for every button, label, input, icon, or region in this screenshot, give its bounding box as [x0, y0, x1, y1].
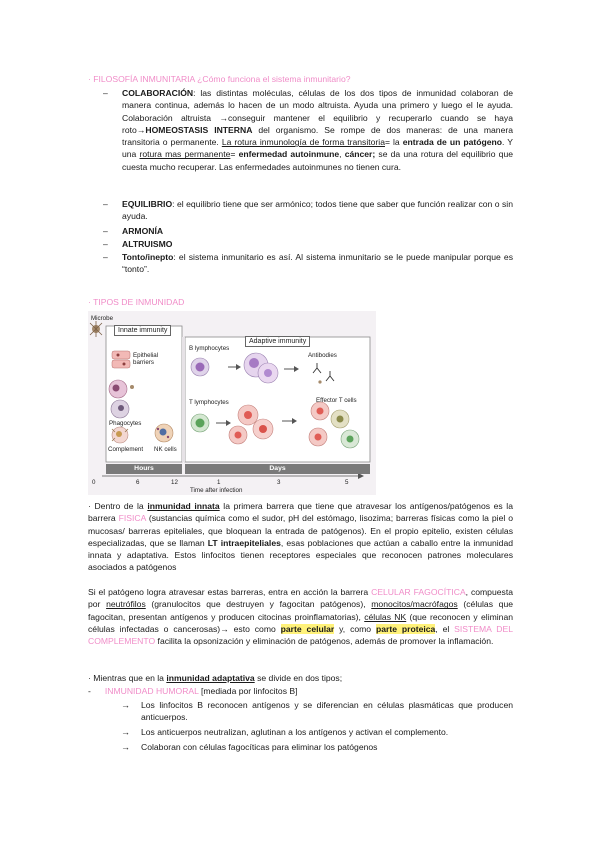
celular-fagocitica-term: CELULAR FAGOCÍTICA	[371, 587, 466, 597]
section-heading-filosofia: · FILOSOFÍA INMUNITARIA ¿Cómo funciona el sistema inmunitario?	[88, 74, 351, 84]
days-bar: Days	[185, 464, 370, 474]
complement-label: Complement	[108, 446, 144, 453]
effector-t-cells-label: Effector T cells	[316, 397, 357, 404]
tonto-text: Tonto/inepto: el sistema inmunitario es así. Al sistema inmunitario se le puede manipular porque es “tonto”.	[122, 252, 513, 275]
sistema-complemento-term: SISTEMA DEL COMPLEMENTO	[88, 623, 513, 647]
tick-label: 5	[345, 479, 349, 486]
parte-proteica-highlight: parte proteica	[375, 623, 436, 634]
bullet-tonto: – Tonto/inepto: el sistema inmunitario es así. Al sistema inmunitario se le puede manipular porque es “tonto”.	[103, 252, 513, 275]
microbe-label: Microbe	[91, 315, 114, 322]
tick-label: 0	[92, 479, 96, 486]
section-heading-tipos: · TIPOS DE INMUNIDAD	[88, 297, 185, 307]
equilibrio-text: EQUILIBRIO: el equilibrio tiene que ser armónico; todos tiene que saber que función realizar con o sin ayuda.	[122, 199, 513, 222]
epithelial-label: Epithelial barriers	[133, 352, 159, 366]
colaboracion-text: COLABORACIÓN: las distintas moléculas, células de los dos tipos de inmunidad colaboran de manera continua, además lo hacen de un modo altruista. Ayuda una primero y luego el le ayuda. Colaboración altruista →conseguir mantener el equilibrio y recuperarlo cuando se haya roto→HOMEOSTASIS INTERNA del organismo. Se rompe de dos maneras: de una manera transitoria o permanente. La rotura inmunología de forma transitoria= la entrada de un patógeno. Y una rotura mas permanente= enfermedad autoinmune, cáncer; se da una rotura del equilibrio que cuesta mucho recuperar. Las enfermedades autoinmunes no tienen cura.	[122, 88, 514, 172]
phagocytes-label: Phagocytes	[109, 420, 142, 427]
inmunidad-humoral-term: INMUNIDAD HUMORAL	[104, 686, 199, 696]
adaptive-immunity-title: Adaptive immunity	[245, 336, 310, 347]
bullet-altruismo: – ALTRUISMO	[103, 239, 173, 249]
innate-immunity-title: Innate immunity	[114, 325, 171, 336]
arrow-icon: →	[121, 700, 130, 710]
hours-bar: Hours	[106, 464, 182, 474]
inmunidad-adaptativa-term: inmunidad adaptativa	[166, 673, 255, 683]
fisica-term: FISICA	[118, 513, 146, 524]
arrow-icon: →	[121, 727, 130, 737]
nk-cell-icon	[155, 424, 173, 442]
time-after-infection-label: Time after infection	[190, 487, 243, 494]
altruismo-label: ALTRUISMO	[122, 239, 173, 249]
bullet-armonia: – ARMONÍA	[103, 226, 164, 236]
tick-label: 1	[217, 479, 221, 486]
document-page: · FILOSOFÍA INMUNITARIA ¿Cómo funciona el sistema inmunitario? – COLABORACIÓN: las distintas moléculas, células de los dos tipos de inmunidad colaboran de manera continua, además lo hacen de un modo altruista. Ayuda una primero y luego el le ayuda. Colaboración altruista →conseguir mantener el equilibrio y recuperarlo cuando se haya roto→HOMEOSTASIS INTERNA del organismo. Se rompe de dos maneras: de una manera transitoria o permanente. La rotura inmunología de forma transitoria= la entrada de un patógeno. Y una rotura mas permanente= enfermedad autoinmune, cáncer; se da una rotura del equilibrio que cuesta mucho recuperar. Las enfermedades autoinmunes no tienen cura. – EQUILIBRIO: el equilibrio tiene que ser armónico; todos tiene que saber que función realizar con o sin ayuda. – ARMONÍA – ALTRUISMO – Tonto/inepto: el sistema inmunitario es así. Al sistema inmunitario se le puede manipular porque es “tonto”. · TIPOS DE INMUNIDAD Microbe Innate immunity Adaptive immunity Epithelial barriers Phagocytes Complement NK cells B lymphocytes Antibodies T lymphocytes Effector T cells Hours Days 0 6 12 1 3 5 Time after infection · Dentro de la inmunidad innata la primera barrera que tiene que atravesar los antígenos/patógenos es la barrera FISICA (sustancias química como el sudor, pH del estómago, lisozima; barreras físicas como la piel o mucosas/ barreras epiteliales, que bloquean la entrada de patógenos). En el propio epitelio, existen células especializadas, que se llaman LT intraepiteliales, esas poblaciones que actúan a caballo entre la inmunidad innata y adaptativa. Estos linfocitos tienen receptores especiales que reconocen patrones moleculares asociados a patógenos Si el patógeno logra atravesar estas barreras, entra en acción la barrera CELULAR FAGOCÍTICA, compuesta por neutrófilos (granulocitos que destruyen y fagocitan patógenos), monocitos/macrófagos (células que fagocitan, presentan antígenos y producen citocinas proinflamatorias), células NK (que reconocen y eliminan células infectadas o cancerosas)→ esto como parte celular y, como parte proteica, el SISTEMA DEL COMPLEMENTO facilita la opsonización y eliminación de patógenos, además de promover la inflamación. · Mientras que en la inmunidad adaptativa se divide en dos tipos; - INMUNIDAD HUMORAL [mediada por linfocitos B] → Los linfocitos B reconocen antígenos y se diferencian en células plasmáticas que producen anticuerpos. → Los anticuerpos neutralizan, aglutinan a los antígenos y activan el complemento. → Colaboran con células fagocíticas para eliminar los patógenos	[88, 74, 514, 752]
tick-label: 12	[171, 479, 178, 486]
antibodies-label: Antibodies	[308, 352, 337, 359]
bullet-colaboracion	[103, 87, 513, 197]
tick-label: 3	[277, 479, 281, 486]
t-lymphocytes-label: T lymphocytes	[189, 399, 229, 406]
armonia-label: ARMONÍA	[122, 226, 164, 236]
complement-icon	[112, 427, 128, 443]
colaboracion-label: COLABORACIÓN	[122, 88, 194, 98]
bullet-dash: –	[103, 88, 108, 98]
tick-label: 6	[136, 479, 140, 486]
inmunidad-innata-term: inmunidad innata	[147, 501, 220, 511]
homeostasis-term: HOMEOSTASIS INTERNA	[145, 124, 253, 135]
immunity-figure	[88, 311, 376, 495]
paragraph-adaptativa: · Mientras que en la inmunidad adaptativa se divide en dos tipos;	[88, 673, 343, 683]
humoral-heading: - INMUNIDAD HUMORAL [mediada por linfocitos B]	[88, 686, 298, 696]
arrow-icon: →	[121, 742, 130, 752]
nk-cells-label: NK cells	[154, 446, 177, 453]
b-lymphocytes-label: B lymphocytes	[189, 345, 230, 352]
paragraph-innata: · Dentro de la inmunidad innata la primera barrera que tiene que atravesar los antígenos/patógenos es la barrera FISICA (sustancias química como el sudor, pH del estómago, lisozima; barreras físicas como la piel o mucosas/ barreras epiteliales, que bloquean la entrada de patógenos). En el propio epitelio, existen células especializadas, que se llaman LT intraepiteliales, esas poblaciones que actúan a caballo entre la inmunidad innata y adaptativa. Estos linfocitos tienen receptores especiales que reconocen patrones moleculares asociados a patógenos	[88, 501, 513, 573]
bullet-equilibrio: – EQUILIBRIO: el equilibrio tiene que ser armónico; todos tiene que saber que función realizar con o sin ayuda.	[103, 199, 513, 222]
paragraph-celular: Si el patógeno logra atravesar estas barreras, entra en acción la barrera CELULAR FAGOCÍTICA, compuesta por neutrófilos (granulocitos que destruyen y fagocitan patógenos), monocitos/macrófagos (células que fagocitan, presentan antígenos y producen citocinas proinflamatorias), células NK (que reconocen y eliminan células infectadas o cancerosas)→ esto como parte celular y, como parte proteica, el SISTEMA DEL COMPLEMENTO facilita la opsonización y eliminación de patógenos, además de promover la inflamación.	[88, 587, 514, 647]
parte-celular-highlight: parte celular	[280, 623, 335, 634]
